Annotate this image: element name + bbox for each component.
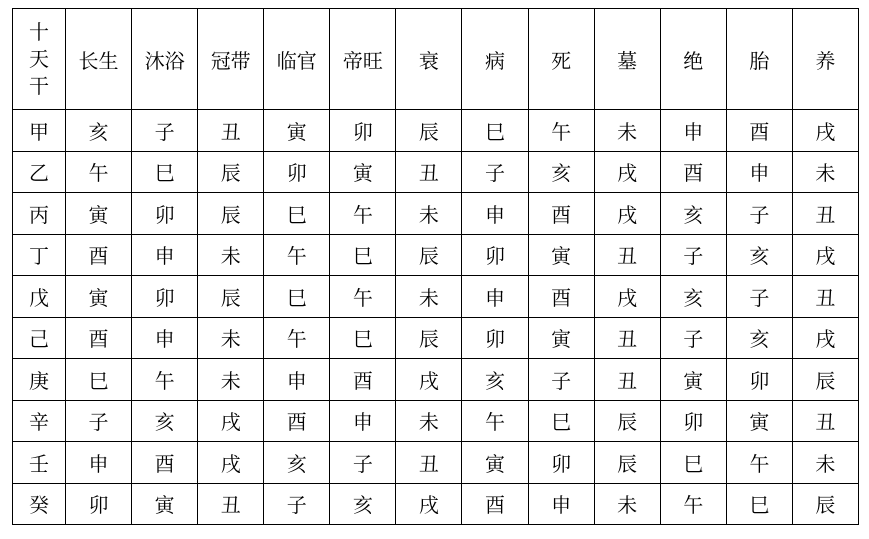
branch-cell: 未 <box>396 193 462 235</box>
heavenly-stem-cell: 丙 <box>13 193 66 235</box>
branch-cell: 午 <box>330 193 396 235</box>
branch-cell: 卯 <box>726 359 792 401</box>
stem-stage-table-container <box>12 8 859 525</box>
branch-cell: 丑 <box>792 276 858 318</box>
stage-header: 沐浴 <box>132 9 198 110</box>
branch-cell: 卯 <box>132 276 198 318</box>
branch-cell: 巳 <box>330 317 396 359</box>
branch-cell: 子 <box>462 151 528 193</box>
table-body <box>13 110 859 525</box>
branch-cell: 亥 <box>726 317 792 359</box>
stage-header: 病 <box>462 9 528 110</box>
branch-cell: 午 <box>264 317 330 359</box>
branch-cell: 午 <box>660 483 726 525</box>
branch-cell: 辰 <box>396 110 462 152</box>
branch-cell: 酉 <box>264 400 330 442</box>
branch-cell: 寅 <box>66 276 132 318</box>
branch-cell: 寅 <box>528 317 594 359</box>
branch-cell: 丑 <box>792 400 858 442</box>
branch-cell: 酉 <box>528 276 594 318</box>
header-row <box>13 9 859 110</box>
branch-cell: 申 <box>528 483 594 525</box>
branch-cell: 卯 <box>462 317 528 359</box>
branch-cell: 亥 <box>660 193 726 235</box>
branch-cell: 卯 <box>462 234 528 276</box>
branch-cell: 午 <box>132 359 198 401</box>
table-row <box>13 317 859 359</box>
branch-cell: 子 <box>528 359 594 401</box>
branch-cell: 亥 <box>660 276 726 318</box>
branch-cell: 戌 <box>198 400 264 442</box>
branch-cell: 亥 <box>132 400 198 442</box>
branch-cell: 辰 <box>792 483 858 525</box>
heavenly-stem-cell: 庚 <box>13 359 66 401</box>
branch-cell: 丑 <box>198 483 264 525</box>
table-row <box>13 193 859 235</box>
branch-cell: 未 <box>594 110 660 152</box>
branch-cell: 午 <box>330 276 396 318</box>
branch-cell: 亥 <box>66 110 132 152</box>
branch-cell: 卯 <box>132 193 198 235</box>
branch-cell: 戌 <box>594 151 660 193</box>
branch-cell: 亥 <box>462 359 528 401</box>
branch-cell: 辰 <box>594 400 660 442</box>
branch-cell: 巳 <box>528 400 594 442</box>
branch-cell: 戌 <box>198 442 264 484</box>
branch-cell: 午 <box>462 400 528 442</box>
branch-cell: 子 <box>132 110 198 152</box>
stem-header-char: 十 <box>29 19 49 44</box>
branch-cell: 丑 <box>396 442 462 484</box>
branch-cell: 寅 <box>660 359 726 401</box>
branch-cell: 酉 <box>66 317 132 359</box>
branch-cell: 寅 <box>528 234 594 276</box>
stage-header: 绝 <box>660 9 726 110</box>
table-row <box>13 400 859 442</box>
branch-cell: 戌 <box>594 193 660 235</box>
branch-cell: 子 <box>660 234 726 276</box>
branch-cell: 辰 <box>792 359 858 401</box>
stage-header: 死 <box>528 9 594 110</box>
stage-header: 临官 <box>264 9 330 110</box>
branch-cell: 酉 <box>132 442 198 484</box>
branch-cell: 巳 <box>66 359 132 401</box>
branch-cell: 巳 <box>660 442 726 484</box>
branch-cell: 丑 <box>198 110 264 152</box>
branch-cell: 申 <box>726 151 792 193</box>
branch-cell: 申 <box>264 359 330 401</box>
stem-header-char: 干 <box>29 73 49 98</box>
branch-cell: 辰 <box>198 276 264 318</box>
branch-cell: 酉 <box>726 110 792 152</box>
branch-cell: 酉 <box>66 234 132 276</box>
branch-cell: 申 <box>132 234 198 276</box>
branch-cell: 辰 <box>594 442 660 484</box>
heavenly-stem-header <box>13 9 66 110</box>
branch-cell: 戌 <box>396 483 462 525</box>
branch-cell: 未 <box>396 276 462 318</box>
branch-cell: 子 <box>330 442 396 484</box>
stage-header: 胎 <box>726 9 792 110</box>
branch-cell: 申 <box>462 193 528 235</box>
branch-cell: 未 <box>396 400 462 442</box>
branch-cell: 寅 <box>132 483 198 525</box>
table-row <box>13 151 859 193</box>
stage-header: 墓 <box>594 9 660 110</box>
branch-cell: 戌 <box>792 234 858 276</box>
stage-header: 长生 <box>66 9 132 110</box>
branch-cell: 申 <box>66 442 132 484</box>
branch-cell: 午 <box>264 234 330 276</box>
heavenly-stem-cell: 癸 <box>13 483 66 525</box>
stage-header: 养 <box>792 9 858 110</box>
branch-cell: 巳 <box>264 193 330 235</box>
branch-cell: 子 <box>660 317 726 359</box>
twelve-stages-table <box>12 8 859 525</box>
branch-cell: 子 <box>264 483 330 525</box>
branch-cell: 未 <box>594 483 660 525</box>
table-row <box>13 483 859 525</box>
branch-cell: 巳 <box>264 276 330 318</box>
table-row <box>13 276 859 318</box>
branch-cell: 午 <box>726 442 792 484</box>
branch-cell: 卯 <box>330 110 396 152</box>
branch-cell: 巳 <box>132 151 198 193</box>
heavenly-stem-cell: 丁 <box>13 234 66 276</box>
branch-cell: 亥 <box>726 234 792 276</box>
branch-cell: 申 <box>462 276 528 318</box>
heavenly-stem-cell: 戊 <box>13 276 66 318</box>
branch-cell: 辰 <box>396 317 462 359</box>
branch-cell: 未 <box>198 359 264 401</box>
branch-cell: 亥 <box>330 483 396 525</box>
stage-header: 冠带 <box>198 9 264 110</box>
branch-cell: 亥 <box>264 442 330 484</box>
branch-cell: 酉 <box>660 151 726 193</box>
table-row <box>13 359 859 401</box>
branch-cell: 申 <box>660 110 726 152</box>
branch-cell: 寅 <box>66 193 132 235</box>
stem-header-char: 天 <box>29 46 49 71</box>
branch-cell: 未 <box>792 442 858 484</box>
table-row <box>13 110 859 152</box>
branch-cell: 辰 <box>198 151 264 193</box>
branch-cell: 戌 <box>594 276 660 318</box>
branch-cell: 卯 <box>528 442 594 484</box>
branch-cell: 戌 <box>396 359 462 401</box>
branch-cell: 卯 <box>660 400 726 442</box>
branch-cell: 子 <box>726 193 792 235</box>
branch-cell: 未 <box>198 234 264 276</box>
branch-cell: 巳 <box>330 234 396 276</box>
branch-cell: 戌 <box>792 110 858 152</box>
branch-cell: 卯 <box>66 483 132 525</box>
stage-header: 帝旺 <box>330 9 396 110</box>
branch-cell: 寅 <box>726 400 792 442</box>
branch-cell: 卯 <box>264 151 330 193</box>
heavenly-stem-cell: 壬 <box>13 442 66 484</box>
heavenly-stem-cell: 己 <box>13 317 66 359</box>
branch-cell: 寅 <box>330 151 396 193</box>
branch-cell: 丑 <box>594 359 660 401</box>
heavenly-stem-cell: 甲 <box>13 110 66 152</box>
branch-cell: 巳 <box>462 110 528 152</box>
stage-header: 衰 <box>396 9 462 110</box>
branch-cell: 子 <box>66 400 132 442</box>
branch-cell: 申 <box>330 400 396 442</box>
branch-cell: 午 <box>528 110 594 152</box>
branch-cell: 寅 <box>264 110 330 152</box>
table-row <box>13 442 859 484</box>
heavenly-stem-cell: 乙 <box>13 151 66 193</box>
branch-cell: 酉 <box>330 359 396 401</box>
branch-cell: 巳 <box>726 483 792 525</box>
branch-cell: 丑 <box>594 234 660 276</box>
branch-cell: 子 <box>726 276 792 318</box>
branch-cell: 戌 <box>792 317 858 359</box>
branch-cell: 酉 <box>528 193 594 235</box>
branch-cell: 丑 <box>792 193 858 235</box>
branch-cell: 亥 <box>528 151 594 193</box>
branch-cell: 酉 <box>462 483 528 525</box>
branch-cell: 未 <box>198 317 264 359</box>
branch-cell: 未 <box>792 151 858 193</box>
table-row <box>13 234 859 276</box>
branch-cell: 辰 <box>198 193 264 235</box>
heavenly-stem-cell: 辛 <box>13 400 66 442</box>
branch-cell: 申 <box>132 317 198 359</box>
branch-cell: 丑 <box>594 317 660 359</box>
branch-cell: 寅 <box>462 442 528 484</box>
branch-cell: 辰 <box>396 234 462 276</box>
branch-cell: 午 <box>66 151 132 193</box>
branch-cell: 丑 <box>396 151 462 193</box>
